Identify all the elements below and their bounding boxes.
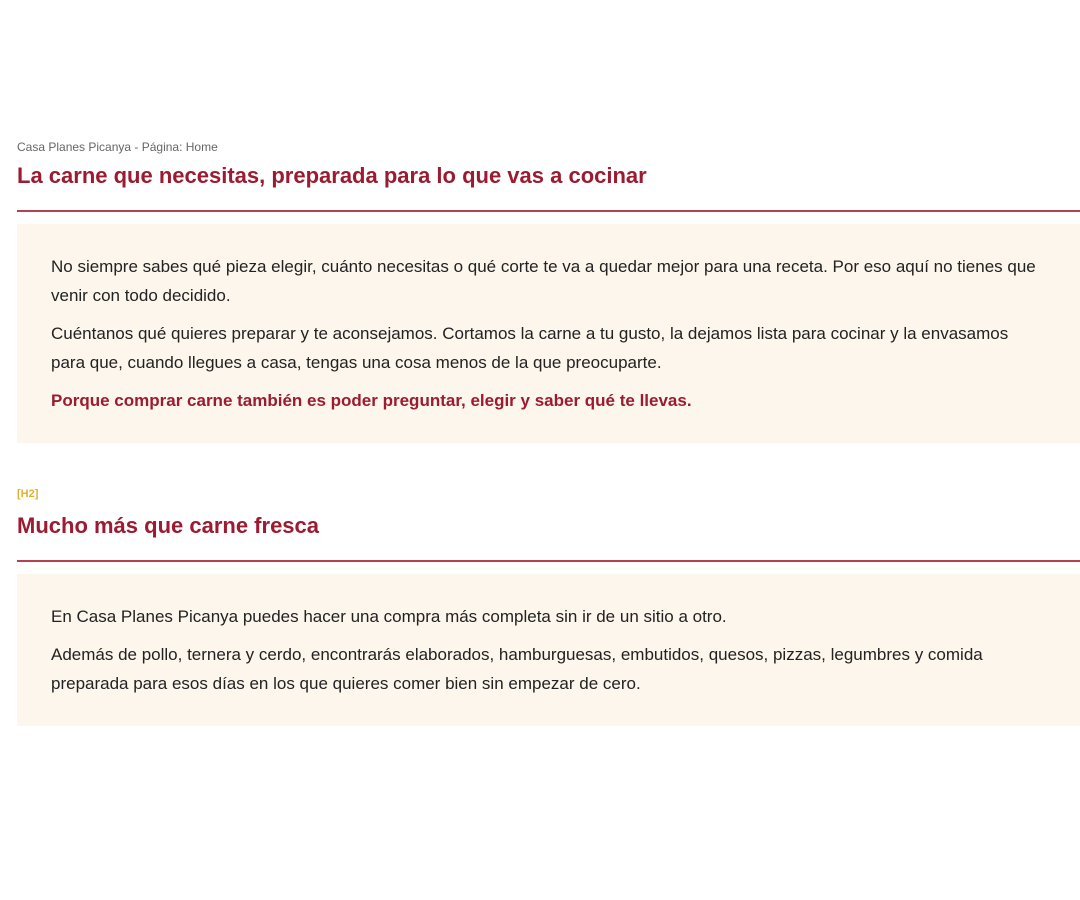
divider (17, 560, 1080, 562)
page-content (17, 139, 1080, 726)
section-box (17, 574, 1080, 726)
breadcrumb: Casa Planes Picanya - Página: Home (17, 140, 218, 154)
intro-box (17, 224, 1080, 443)
heading-tag: [H2] (17, 488, 39, 500)
intro-paragraph-1: No siempre sabes qué pieza elegir, cuánto necesitas o qué corte te va a quedar mejor para una receta. Por eso aquí no tienes que venir con todo decidido. (51, 257, 1036, 305)
section-paragraph-2: Además de pollo, ternera y cerdo, encontrarás elaborados, hamburguesas, embutidos, quesos, pizzas, legumbres y comida preparada para esos días en los que quieres comer bien sin empezar de cero. (51, 645, 983, 693)
section-title: Mucho más que carne fresca (17, 513, 320, 538)
intro-highlight: Porque comprar carne también es poder preguntar, elegir y saber qué te llevas. (51, 391, 692, 410)
divider (17, 210, 1080, 212)
page-title: La carne que necesitas, preparada para lo que vas a cocinar (17, 163, 647, 188)
section-paragraph-1: En Casa Planes Picanya puedes hacer una compra más completa sin ir de un sitio a otro. (51, 607, 727, 626)
intro-paragraph-2: Cuéntanos qué quieres preparar y te aconsejamos. Cortamos la carne a tu gusto, la dejamos lista para cocinar y la envasamos para que, cuando llegues a casa, tengas una cosa menos de la que preocuparte. (51, 324, 1009, 372)
